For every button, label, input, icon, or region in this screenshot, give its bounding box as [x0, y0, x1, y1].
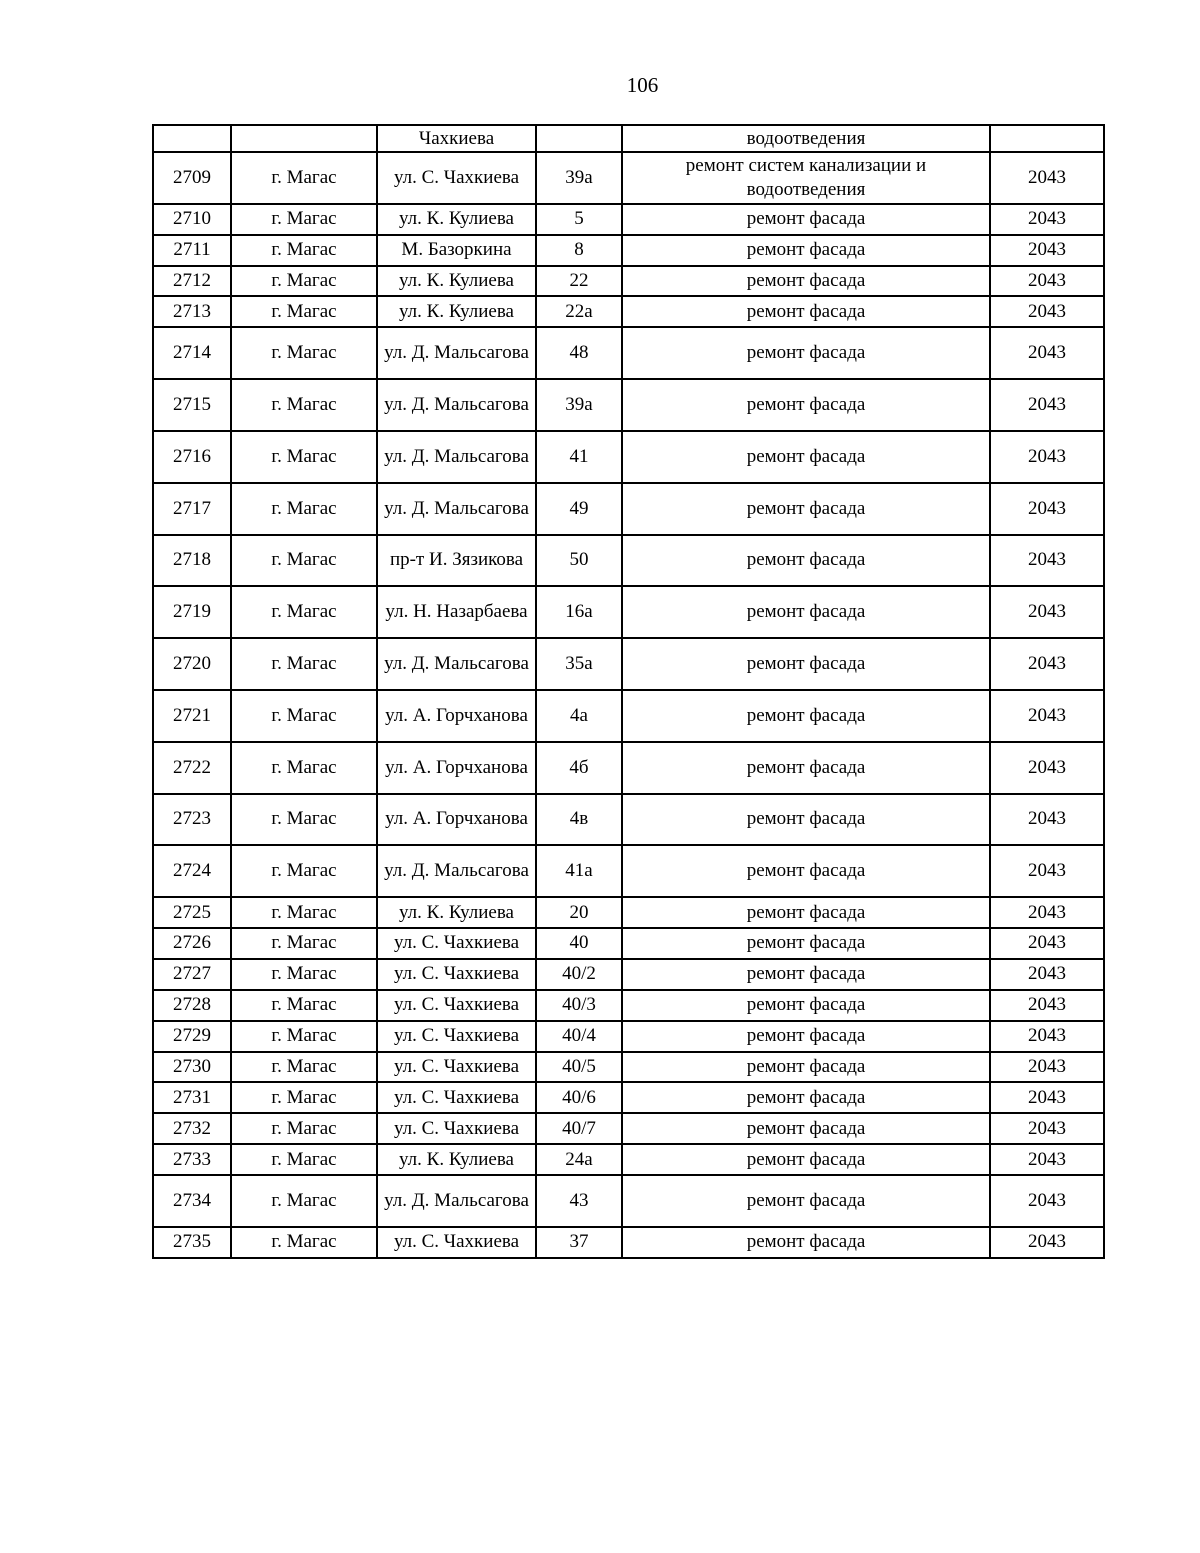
table-row [153, 794, 1104, 846]
cell-house: 40/2 [536, 959, 622, 990]
cell-num: 2735 [153, 1227, 231, 1258]
cell-work: ремонт фасада [622, 897, 990, 928]
cell-city: г. Магас [231, 235, 377, 266]
cell-work: ремонт фасада [622, 638, 990, 690]
cell-work: ремонт фасада [622, 928, 990, 959]
cell-num: 2709 [153, 152, 231, 204]
cell-work: ремонт фасада [622, 690, 990, 742]
table-row [153, 638, 1104, 690]
table-row [153, 1021, 1104, 1052]
cell-work: ремонт фасада [622, 794, 990, 846]
cell-city: г. Магас [231, 1021, 377, 1052]
cell-city: г. Магас [231, 483, 377, 535]
cell-num: 2724 [153, 845, 231, 897]
cell-num: 2719 [153, 586, 231, 638]
cell-house: 41а [536, 845, 622, 897]
cell-street: ул. Д. Мальсагова [377, 1175, 536, 1227]
cell-num: 2722 [153, 742, 231, 794]
cell-year: 2043 [990, 586, 1104, 638]
cell-house: 48 [536, 327, 622, 379]
cell-city: г. Магас [231, 794, 377, 846]
cell-work: ремонт систем канализации и водоотведения [622, 152, 990, 204]
page-number: 106 [626, 73, 659, 97]
cell-work: ремонт фасада [622, 959, 990, 990]
cell-city: г. Магас [231, 742, 377, 794]
cell-house: 4в [536, 794, 622, 846]
cell-street: ул. К. Кулиева [377, 296, 536, 327]
cell-year: 2043 [990, 1144, 1104, 1175]
cell-city: г. Магас [231, 379, 377, 431]
table-row [153, 431, 1104, 483]
cell-year: 2043 [990, 794, 1104, 846]
cell-work: ремонт фасада [622, 1113, 990, 1144]
cell-street: ул. Д. Мальсагова [377, 638, 536, 690]
cell-city: г. Магас [231, 690, 377, 742]
cell-num: 2714 [153, 327, 231, 379]
cell-work: ремонт фасада [622, 1227, 990, 1258]
cell-house: 49 [536, 483, 622, 535]
cell-city: г. Магас [231, 296, 377, 327]
cell-num: 2713 [153, 296, 231, 327]
cell-year: 2043 [990, 1227, 1104, 1258]
table-row [153, 1144, 1104, 1175]
cell-house: 24а [536, 1144, 622, 1175]
table-row [153, 152, 1104, 204]
table-row [153, 742, 1104, 794]
cell-house: 40/5 [536, 1052, 622, 1083]
cell-house: 43 [536, 1175, 622, 1227]
cell-house: 40/3 [536, 990, 622, 1021]
cell-num: 2726 [153, 928, 231, 959]
table-row [153, 1175, 1104, 1227]
cell-street: М. Базоркина [377, 235, 536, 266]
cell-city: г. Магас [231, 928, 377, 959]
cell-year: 2043 [990, 1082, 1104, 1113]
cell-city: г. Магас [231, 845, 377, 897]
cell-city: г. Магас [231, 266, 377, 297]
cell-year: 2043 [990, 379, 1104, 431]
cell-house: 4а [536, 690, 622, 742]
cell-house: 37 [536, 1227, 622, 1258]
table-row [153, 897, 1104, 928]
cell-house: 8 [536, 235, 622, 266]
cell-street: ул. С. Чахкиева [377, 959, 536, 990]
cell-street: ул. К. Кулиева [377, 204, 536, 235]
cell-street: ул. С. Чахкиева [377, 990, 536, 1021]
table-row [153, 327, 1104, 379]
cell-city: г. Магас [231, 1227, 377, 1258]
cell-year: 2043 [990, 431, 1104, 483]
table-row [153, 535, 1104, 587]
cell-city: г. Магас [231, 959, 377, 990]
cell-city: г. Магас [231, 1052, 377, 1083]
cell-year: 2043 [990, 928, 1104, 959]
cell-num: 2725 [153, 897, 231, 928]
cell-num: 2727 [153, 959, 231, 990]
cell-year: 2043 [990, 990, 1104, 1021]
cell-num: 2710 [153, 204, 231, 235]
cell-work: ремонт фасада [622, 586, 990, 638]
cell-city: г. Магас [231, 327, 377, 379]
cell-work: ремонт фасада [622, 742, 990, 794]
cell-street: ул. Д. Мальсагова [377, 483, 536, 535]
cell-street: ул. Д. Мальсагова [377, 431, 536, 483]
cell-house: 22а [536, 296, 622, 327]
cell-num: 2716 [153, 431, 231, 483]
cell-street: ул. А. Горчханова [377, 742, 536, 794]
cell-house: 20 [536, 897, 622, 928]
cell-house: 39а [536, 379, 622, 431]
cell-num: 2715 [153, 379, 231, 431]
cell-street: ул. С. Чахкиева [377, 1082, 536, 1113]
table-row [153, 379, 1104, 431]
cell-year: 2043 [990, 845, 1104, 897]
cell-num: 2731 [153, 1082, 231, 1113]
cell-house: 40 [536, 928, 622, 959]
table-row [153, 266, 1104, 297]
table-row [153, 296, 1104, 327]
cell-city: г. Магас [231, 1082, 377, 1113]
cell-work: ремонт фасада [622, 535, 990, 587]
cell-work: ремонт фасада [622, 990, 990, 1021]
continuation-row [153, 125, 1104, 152]
cell-street: ул. Н. Назарбаева [377, 586, 536, 638]
table-row [153, 483, 1104, 535]
cell-work: ремонт фасада [622, 431, 990, 483]
table-row [153, 845, 1104, 897]
cell-house: 40/7 [536, 1113, 622, 1144]
cell-city: г. Магас [231, 897, 377, 928]
table-row [153, 1227, 1104, 1258]
cell-street: ул. А. Горчханова [377, 794, 536, 846]
cell-num: 2712 [153, 266, 231, 297]
repair-schedule-table [152, 124, 1105, 1259]
cell-year [990, 125, 1104, 152]
table-row [153, 990, 1104, 1021]
cell-house: 41 [536, 431, 622, 483]
table-row [153, 1082, 1104, 1113]
table-body [153, 125, 1104, 1258]
cell-house: 16а [536, 586, 622, 638]
cell-num [153, 125, 231, 152]
cell-street: ул. Д. Мальсагова [377, 845, 536, 897]
cell-work: ремонт фасада [622, 483, 990, 535]
cell-year: 2043 [990, 690, 1104, 742]
table-row [153, 586, 1104, 638]
cell-city: г. Магас [231, 1113, 377, 1144]
cell-city: г. Магас [231, 152, 377, 204]
cell-work: водоотведения [622, 125, 990, 152]
cell-work: ремонт фасада [622, 1144, 990, 1175]
cell-work: ремонт фасада [622, 1052, 990, 1083]
cell-year: 2043 [990, 1021, 1104, 1052]
cell-work: ремонт фасада [622, 379, 990, 431]
cell-house: 4б [536, 742, 622, 794]
cell-street: пр-т И. Зязикова [377, 535, 536, 587]
cell-house: 22 [536, 266, 622, 297]
table-row [153, 1113, 1104, 1144]
cell-work: ремонт фасада [622, 204, 990, 235]
cell-work: ремонт фасада [622, 296, 990, 327]
cell-year: 2043 [990, 535, 1104, 587]
cell-year: 2043 [990, 638, 1104, 690]
table-row [153, 235, 1104, 266]
cell-year: 2043 [990, 959, 1104, 990]
cell-street: ул. С. Чахкиева [377, 1052, 536, 1083]
cell-num: 2733 [153, 1144, 231, 1175]
cell-city: г. Магас [231, 1144, 377, 1175]
cell-street: Чахкиева [377, 125, 536, 152]
cell-work: ремонт фасада [622, 327, 990, 379]
cell-year: 2043 [990, 1175, 1104, 1227]
cell-street: ул. С. Чахкиева [377, 1113, 536, 1144]
cell-num: 2718 [153, 535, 231, 587]
cell-num: 2711 [153, 235, 231, 266]
cell-year: 2043 [990, 742, 1104, 794]
cell-street: ул. С. Чахкиева [377, 1227, 536, 1258]
cell-city: г. Магас [231, 1175, 377, 1227]
cell-num: 2720 [153, 638, 231, 690]
cell-city: г. Магас [231, 431, 377, 483]
cell-street: ул. К. Кулиева [377, 897, 536, 928]
cell-house: 5 [536, 204, 622, 235]
cell-house: 39а [536, 152, 622, 204]
cell-house: 40/4 [536, 1021, 622, 1052]
cell-city: г. Магас [231, 535, 377, 587]
cell-house [536, 125, 622, 152]
cell-street: ул. А. Горчханова [377, 690, 536, 742]
cell-work: ремонт фасада [622, 1082, 990, 1113]
cell-street: ул. С. Чахкиева [377, 1021, 536, 1052]
cell-street: ул. С. Чахкиева [377, 928, 536, 959]
cell-street: ул. К. Кулиева [377, 1144, 536, 1175]
cell-year: 2043 [990, 327, 1104, 379]
cell-num: 2728 [153, 990, 231, 1021]
cell-num: 2734 [153, 1175, 231, 1227]
cell-year: 2043 [990, 235, 1104, 266]
cell-street: ул. Д. Мальсагова [377, 327, 536, 379]
cell-num: 2730 [153, 1052, 231, 1083]
cell-street: ул. С. Чахкиева [377, 152, 536, 204]
cell-year: 2043 [990, 204, 1104, 235]
table-row [153, 928, 1104, 959]
cell-year: 2043 [990, 1113, 1104, 1144]
table-row [153, 690, 1104, 742]
cell-year: 2043 [990, 483, 1104, 535]
cell-year: 2043 [990, 296, 1104, 327]
cell-year: 2043 [990, 152, 1104, 204]
cell-street: ул. Д. Мальсагова [377, 379, 536, 431]
cell-num: 2717 [153, 483, 231, 535]
table-row [153, 204, 1104, 235]
cell-house: 50 [536, 535, 622, 587]
cell-year: 2043 [990, 1052, 1104, 1083]
cell-street: ул. К. Кулиева [377, 266, 536, 297]
cell-work: ремонт фасада [622, 235, 990, 266]
cell-city: г. Магас [231, 204, 377, 235]
cell-house: 35а [536, 638, 622, 690]
cell-work: ремонт фасада [622, 266, 990, 297]
cell-num: 2729 [153, 1021, 231, 1052]
cell-city: г. Магас [231, 586, 377, 638]
cell-num: 2723 [153, 794, 231, 846]
cell-year: 2043 [990, 266, 1104, 297]
table-row [153, 1052, 1104, 1083]
cell-num: 2732 [153, 1113, 231, 1144]
cell-work: ремонт фасада [622, 1021, 990, 1052]
cell-house: 40/6 [536, 1082, 622, 1113]
cell-work: ремонт фасада [622, 845, 990, 897]
cell-num: 2721 [153, 690, 231, 742]
cell-city [231, 125, 377, 152]
cell-city: г. Магас [231, 990, 377, 1021]
cell-year: 2043 [990, 897, 1104, 928]
cell-city: г. Магас [231, 638, 377, 690]
cell-work: ремонт фасада [622, 1175, 990, 1227]
table-row [153, 959, 1104, 990]
